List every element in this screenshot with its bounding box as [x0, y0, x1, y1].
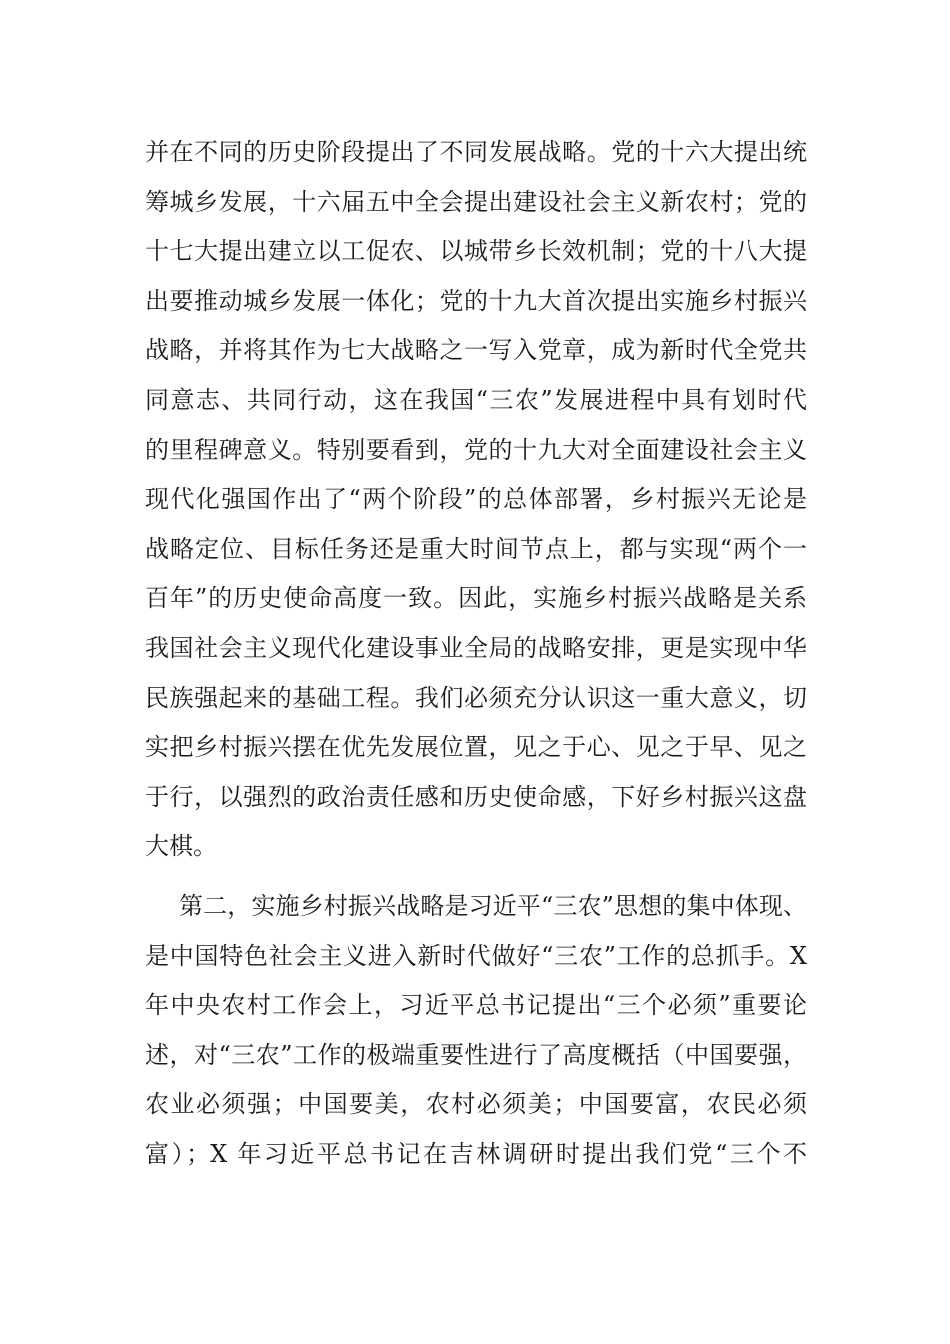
text-line: 出要推动城乡发展一体化；党的十九大首次提出实施乡村振兴 — [145, 286, 807, 315]
paragraph-1 — [145, 128, 807, 872]
text-line: 富）；X 年习近平总书记在吉林调研时提出我们党“三个不 — [145, 1139, 807, 1168]
document-body — [145, 128, 807, 1179]
text-line: 同意志、共同行动，这在我国“三农”发展进程中具有划时代 — [145, 385, 807, 414]
text-line: 战略定位、目标任务还是重大时间节点上，都与实现“两个一 — [145, 534, 807, 563]
text-line: 民族强起来的基础工程。我们必须充分认识这一重大意义，切 — [145, 683, 807, 712]
text-line: 筹城乡发展，十六届五中全会提出建设社会主义新农村；党的 — [145, 187, 807, 216]
paragraph-2 — [145, 882, 807, 1180]
text-line: 年中央农村工作会上，习近平总书记提出“三个必须”重要论 — [145, 991, 807, 1020]
text-line: 现代化强国作出了“两个阶段”的总体部署，乡村振兴无论是 — [145, 485, 807, 514]
text-line: 是中国特色社会主义进入新时代做好“三农”工作的总抓手。X — [145, 941, 807, 970]
paragraph-spacer — [145, 872, 807, 882]
text-line: 第二，实施乡村振兴战略是习近平“三农”思想的集中体现、 — [179, 891, 807, 920]
text-line: 并在不同的历史阶段提出了不同发展战略。党的十六大提出统 — [145, 138, 807, 166]
text-line: 大棋。 — [145, 832, 217, 861]
text-line: 战略，并将其作为七大战略之一写入党章，成为新时代全党共 — [145, 336, 807, 365]
text-line: 我国社会主义现代化建设事业全局的战略安排，更是实现中华 — [145, 633, 807, 662]
text-line: 于行，以强烈的政治责任感和历史使命感，下好乡村振兴这盘 — [145, 782, 807, 811]
text-line: 实把乡村振兴摆在优先发展位置，见之于心、见之于早、见之 — [145, 733, 807, 762]
text-line: 的里程碑意义。特别要看到，党的十九大对全面建设社会主义 — [145, 435, 807, 464]
text-line: 农业必须强；中国要美，农村必须美；中国要富，农民必须 — [145, 1090, 807, 1119]
text-line: 述，对“三农”工作的极端重要性进行了高度概括（中国要强， — [145, 1040, 807, 1069]
text-line: 十七大提出建立以工促农、以城带乡长效机制；党的十八大提 — [145, 237, 807, 266]
text-line: 百年”的历史使命高度一致。因此，实施乡村振兴战略是关系 — [145, 584, 807, 613]
